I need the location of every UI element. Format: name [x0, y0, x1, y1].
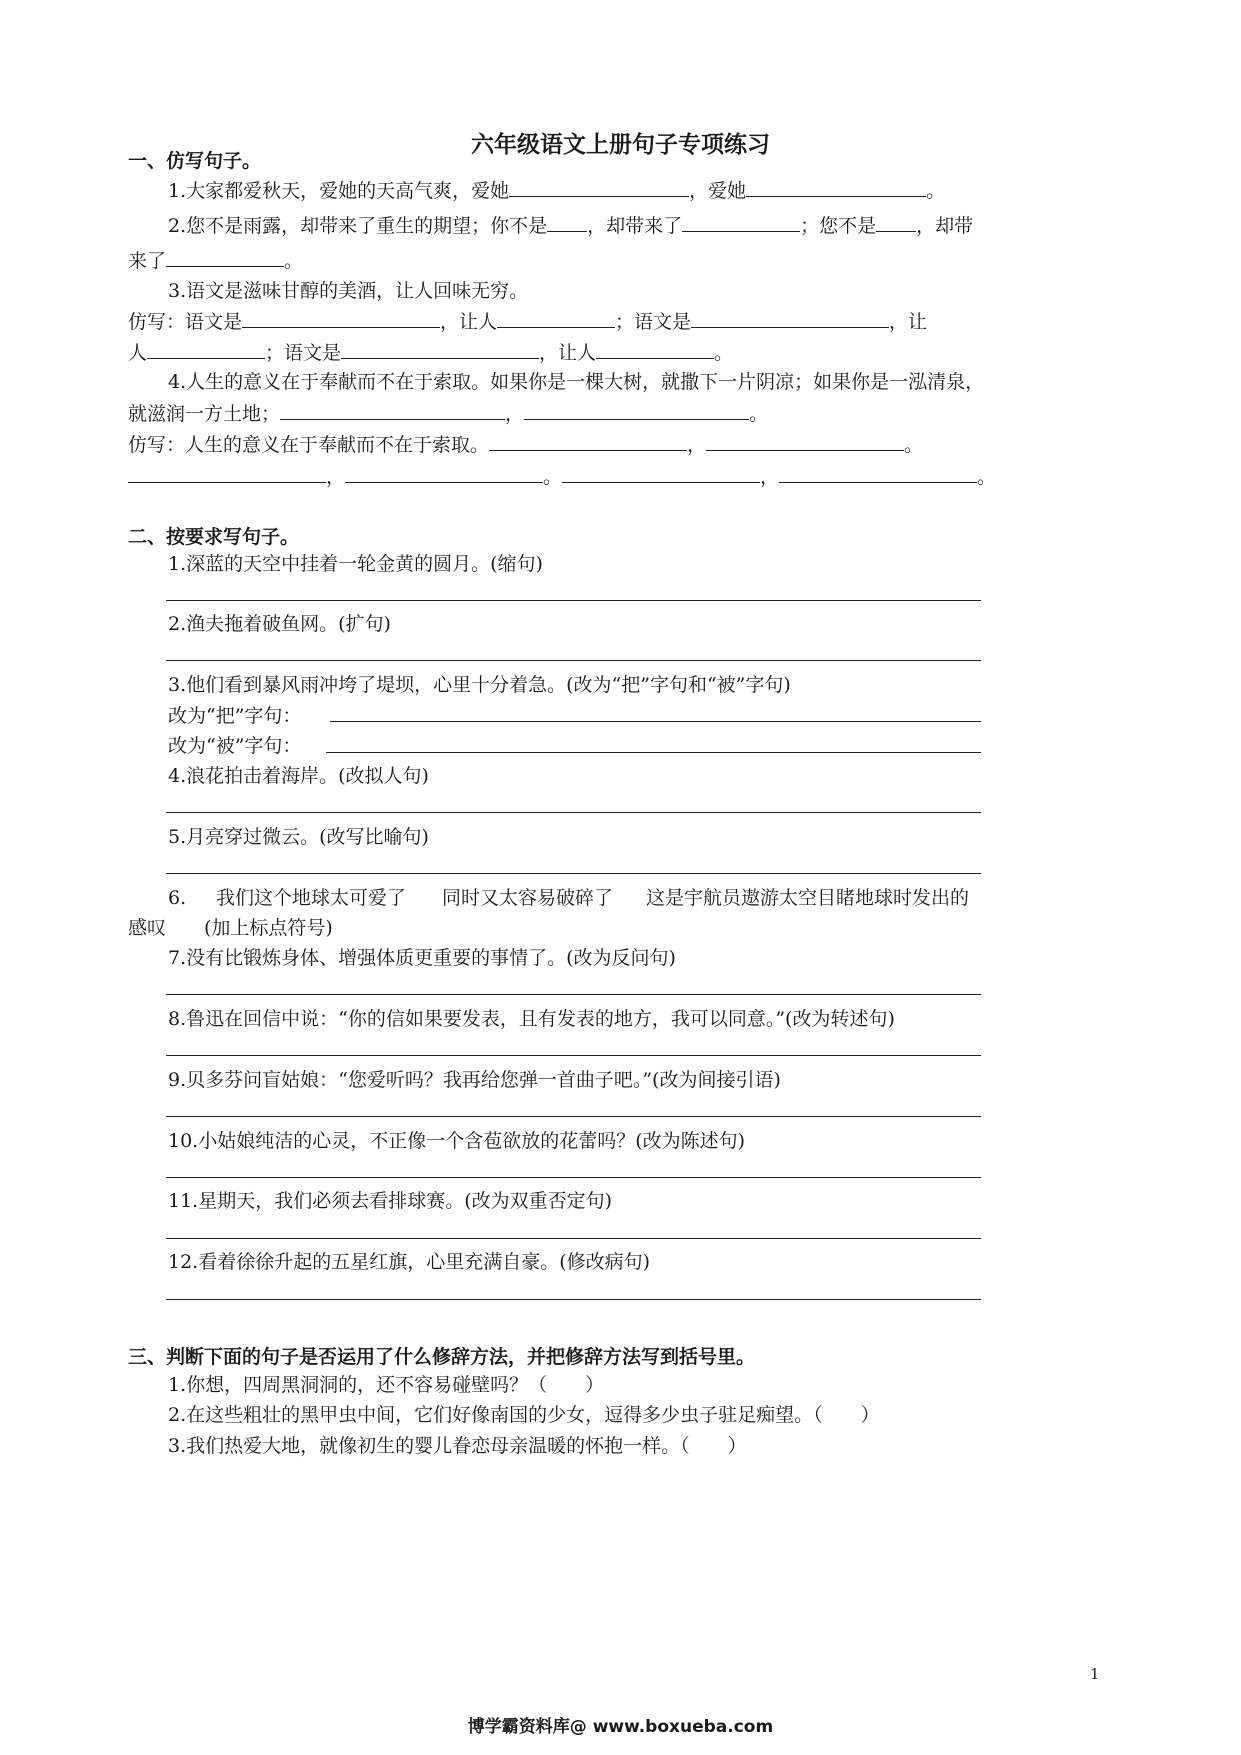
blank[interactable]	[691, 309, 889, 328]
section2-heading: 二、按要求写句子。	[128, 526, 300, 548]
answer-line[interactable]	[330, 721, 981, 722]
blank[interactable]	[128, 464, 326, 483]
blank[interactable]	[779, 464, 977, 483]
blank[interactable]	[341, 340, 539, 359]
s2-q12: 12.看着徐徐升起的五星红旗，心里充满自豪。(修改病句)	[168, 1251, 651, 1273]
answer-line[interactable]	[166, 873, 981, 874]
blank[interactable]	[242, 309, 440, 328]
s3-q3: 3.我们热爱大地，就像初生的婴儿眷恋母亲温暖的怀抱一样。（ ）	[168, 1435, 747, 1457]
footer-watermark[interactable]: 博学霸资料库@ www.boxueba.com	[467, 1717, 774, 1737]
blank[interactable]	[509, 178, 689, 197]
s1-q4-line4: ， 。 ， 。	[128, 464, 996, 489]
s2-q6-part-a: 我们这个地球太可爱了	[216, 887, 407, 909]
blank[interactable]	[497, 309, 615, 328]
s2-q4: 4.浪花拍击着海岸。(改拟人句)	[168, 765, 429, 787]
answer-line[interactable]	[166, 600, 981, 601]
blank[interactable]	[562, 464, 760, 483]
blank[interactable]	[746, 178, 926, 197]
s2-q7: 7.没有比锻炼身体、增强体质更重要的事情了。(改为反问句)	[168, 947, 676, 969]
s2-q10: 10.小姑娘纯洁的心灵，不正像一个含苞欲放的花蕾吗？(改为陈述句)	[168, 1130, 746, 1152]
s1-q1: 1.大家都爱秋天，爱她的天高气爽，爱她 ，爱她 。	[168, 180, 946, 202]
section1-heading: 一、仿写句子。	[128, 150, 262, 172]
s2-q5: 5.月亮穿过微云。(改写比喻句)	[168, 826, 429, 848]
s3-q2: 2.在这些粗壮的黑甲虫中间，它们好像南国的少女，逗得多少虫子驻足痴望。（ ）	[168, 1404, 880, 1426]
s2-q6-part-c: 这是宇航员遨游太空目睹地球时发出的	[646, 887, 970, 909]
blank[interactable]	[876, 213, 916, 232]
s1-q2-line1: 2.您不是雨露，却带来了重生的期望；你不是 ，却带来了 ；您不是 ，却带	[168, 215, 974, 237]
s1-q4-line3: 仿写：人生的意义在于奉献而不在于索取。 ， 。	[128, 434, 924, 456]
s2-q3: 3.他们看到暴风雨冲垮了堤坝，心里十分着急。(改为“把”字句和“被”字句)	[168, 674, 791, 696]
blank[interactable]	[489, 432, 687, 451]
s2-q1: 1.深蓝的天空中挂着一轮金黄的圆月。(缩句)	[168, 553, 543, 575]
s3-q1: 1.你想，四周黑洞洞的，还不容易碰壁吗？（ ）	[168, 1374, 605, 1396]
s2-q9: 9.贝多芬问盲姑娘：“您爱听吗？我再给您弹一首曲子吧。”(改为间接引语)	[168, 1069, 781, 1091]
s1-q3-line2: 人 ；语文是 ，让人 。	[128, 342, 734, 364]
s2-q8: 8.鲁迅在回信中说：“你的信如果要发表，且有发表的地方，我可以同意。”(改为转述句)	[168, 1008, 895, 1030]
section3-heading: 三、判断下面的句子是否运用了什么修辞方法，并把修辞方法写到括号里。	[128, 1346, 756, 1368]
s2-q2: 2.渔夫拖着破鱼网。(扩句)	[168, 613, 391, 635]
s1-q3-line1: 仿写：语文是 ，让人 ；语文是 ，让	[128, 311, 928, 333]
blank[interactable]	[682, 213, 800, 232]
blank[interactable]	[345, 464, 543, 483]
answer-line[interactable]	[166, 1238, 981, 1239]
answer-line[interactable]	[166, 1177, 981, 1178]
page-number: 1	[1090, 1665, 1100, 1683]
s2-q6-part-b: 同时又太容易破碎了	[442, 887, 614, 909]
s2-q6-part-e: (加上标点符号)	[204, 917, 333, 939]
s1-q4: 4.人生的意义在于奉献而不在于索取。如果你是一棵大树，就撒下一片阴凉；如果你是一泓清泉，	[168, 371, 985, 393]
page-title: 六年级语文上册句子专项练习	[471, 131, 770, 158]
s2-q3-ba-label: 改为“把”字句：	[168, 705, 302, 727]
blank[interactable]	[280, 401, 505, 420]
answer-line[interactable]	[326, 752, 981, 753]
s2-q6-num: 6.	[168, 887, 187, 909]
answer-line[interactable]	[166, 660, 981, 661]
blank[interactable]	[147, 340, 265, 359]
s2-q11: 11.星期天，我们必须去看排球赛。(改为双重否定句)	[168, 1190, 613, 1212]
blank[interactable]	[166, 248, 284, 267]
answer-line[interactable]	[166, 812, 981, 813]
s2-q3-bei-label: 改为“被”字句：	[168, 735, 302, 757]
answer-line[interactable]	[166, 1055, 981, 1056]
blank[interactable]	[706, 432, 904, 451]
blank[interactable]	[524, 401, 749, 420]
s1-q3: 3.语文是滋味甘醇的美酒，让人回味无穷。	[168, 280, 529, 302]
blank[interactable]	[547, 213, 587, 232]
s1-q4-line2: 就滋润一方土地； ， 。	[128, 403, 769, 425]
answer-line[interactable]	[166, 994, 981, 995]
answer-line[interactable]	[166, 1116, 981, 1117]
blank[interactable]	[596, 340, 714, 359]
s2-q6-part-d: 感叹	[128, 917, 167, 939]
s1-q2-line2: 来了 。	[128, 250, 304, 272]
answer-line[interactable]	[166, 1299, 981, 1300]
